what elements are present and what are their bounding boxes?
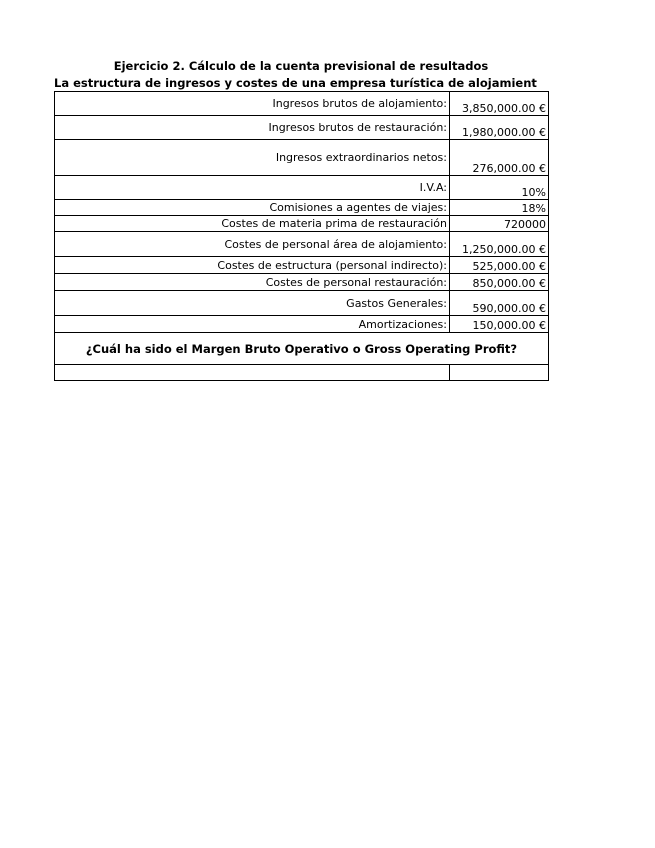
table-row [55, 92, 549, 116]
row-label: Ingresos brutos de alojamiento: [55, 92, 450, 116]
row-label: Costes de personal área de alojamiento: [55, 232, 450, 257]
row-label: Gastos Generales: [55, 291, 450, 316]
answer-value-cell[interactable] [450, 365, 549, 381]
data-table [54, 91, 549, 381]
table-row [55, 316, 549, 333]
row-label: Ingresos extraordinarios netos: [55, 140, 450, 176]
row-value: 525,000.00 € [450, 257, 549, 274]
question-row [55, 333, 549, 365]
row-value: 850,000.00 € [450, 274, 549, 291]
table-row [55, 200, 549, 216]
answer-row [55, 365, 549, 381]
row-value: 1,250,000.00 € [450, 232, 549, 257]
row-value: 590,000.00 € [450, 291, 549, 316]
row-value: 3,850,000.00 € [450, 92, 549, 116]
row-label: Amortizaciones: [55, 316, 450, 333]
row-value: 1,980,000.00 € [450, 116, 549, 140]
row-value: 10% [450, 176, 549, 200]
table-row [55, 116, 549, 140]
answer-label-cell[interactable] [55, 365, 450, 381]
row-value: 150,000.00 € [450, 316, 549, 333]
table-row [55, 291, 549, 316]
row-label: Comisiones a agentes de viajes: [55, 200, 450, 216]
row-label: I.V.A: [55, 176, 450, 200]
table-row [55, 232, 549, 257]
table-row [55, 216, 549, 232]
table-row [55, 140, 549, 176]
row-value: 720000 [450, 216, 549, 232]
table-row [55, 257, 549, 274]
page-subtitle: La estructura de ingresos y costes de una empresa turística de alojamient [54, 76, 537, 90]
row-label: Costes de personal restauración: [55, 274, 450, 291]
table-row [55, 176, 549, 200]
page-title: Ejercicio 2. Cálculo de la cuenta previsional de resultados [113, 59, 489, 73]
row-value: 276,000.00 € [450, 140, 549, 176]
row-label: Costes de estructura (personal indirecto): [55, 257, 450, 274]
question-text: ¿Cuál ha sido el Margen Bruto Operativo o Gross Operating Profit? [55, 333, 549, 365]
table-row [55, 274, 549, 291]
row-label: Costes de materia prima de restauración [55, 216, 450, 232]
row-label: Ingresos brutos de restauración: [55, 116, 450, 140]
row-value: 18% [450, 200, 549, 216]
